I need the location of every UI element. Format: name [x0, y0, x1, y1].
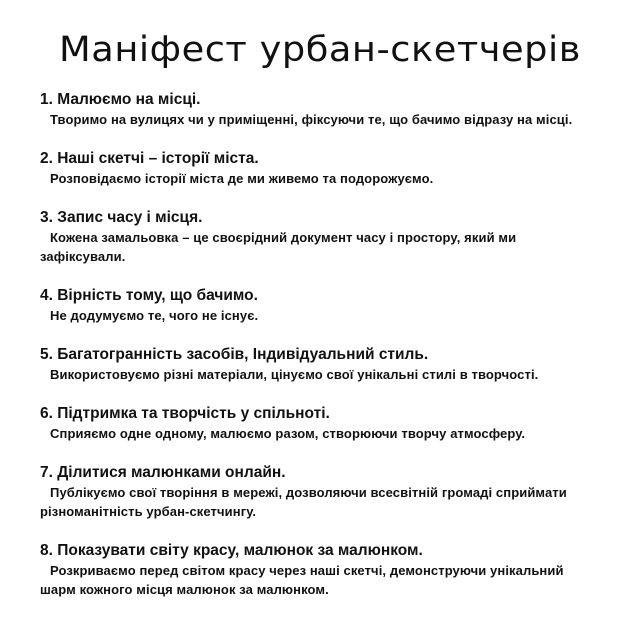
list-item [40, 286, 600, 325]
item-body: Розповідаємо історії міста де ми живемо та подорожуємо. [50, 171, 434, 186]
item-heading: 1. Малюємо на місці. [40, 91, 201, 108]
item-heading: 2. Наші скетчі – історії міста. [40, 150, 259, 167]
item-body-wrapper [40, 306, 600, 325]
item-body-wrapper [40, 424, 600, 443]
item-heading: 8. Показувати світу красу, малюнок за малюнком. [40, 542, 423, 559]
item-heading: 3. Запис часу і місця. [40, 209, 203, 226]
item-body-wrapper [40, 365, 600, 384]
page-title: Маніфест урбан-скетчерів [59, 30, 581, 70]
list-item [40, 90, 600, 129]
item-body: Розкриваємо перед світом красу через наші скетчі, демонструючи унікальний шарм кожного місця малюнок за малюнком. [40, 563, 564, 597]
list-item [40, 404, 600, 443]
item-body: Сприяємо одне одному, малюємо разом, створюючи творчу атмосферу. [50, 426, 526, 441]
item-body: Не додумуємо те, чого не існує. [50, 308, 259, 323]
list-item [40, 208, 600, 266]
item-body: Публікуємо свої творіння в мережі, дозволяючи всесвітній громаді сприймати різноманітність урбан-скетчингу. [40, 485, 567, 519]
item-heading: 6. Підтримка та творчість у спільноті. [40, 405, 330, 422]
item-heading: 4. Вірність тому, що бачимо. [40, 287, 258, 304]
list-item [40, 541, 600, 599]
list-item [40, 345, 600, 384]
list-item [40, 149, 600, 188]
item-body-wrapper [40, 169, 600, 188]
item-body: Кожена замальовка – це своєрідний документ часу і простору, який ми зафіксували. [40, 230, 517, 264]
item-body: Творимо на вулицях чи у приміщенні, фіксуючи те, що бачимо відразу на місці. [50, 112, 573, 127]
item-body-wrapper [40, 483, 600, 521]
item-body-wrapper [40, 561, 600, 599]
manifesto-list [40, 90, 600, 619]
item-body-wrapper [40, 228, 600, 266]
item-heading: 5. Багатогранність засобів, Індивідуальний стиль. [40, 346, 429, 363]
item-heading: 7. Ділитися малюнками онлайн. [40, 464, 286, 481]
item-body: Використовуємо різні матеріали, цінуємо свої унікальні стилі в творчості. [50, 367, 539, 382]
list-item [40, 463, 600, 521]
item-body-wrapper [40, 110, 600, 129]
